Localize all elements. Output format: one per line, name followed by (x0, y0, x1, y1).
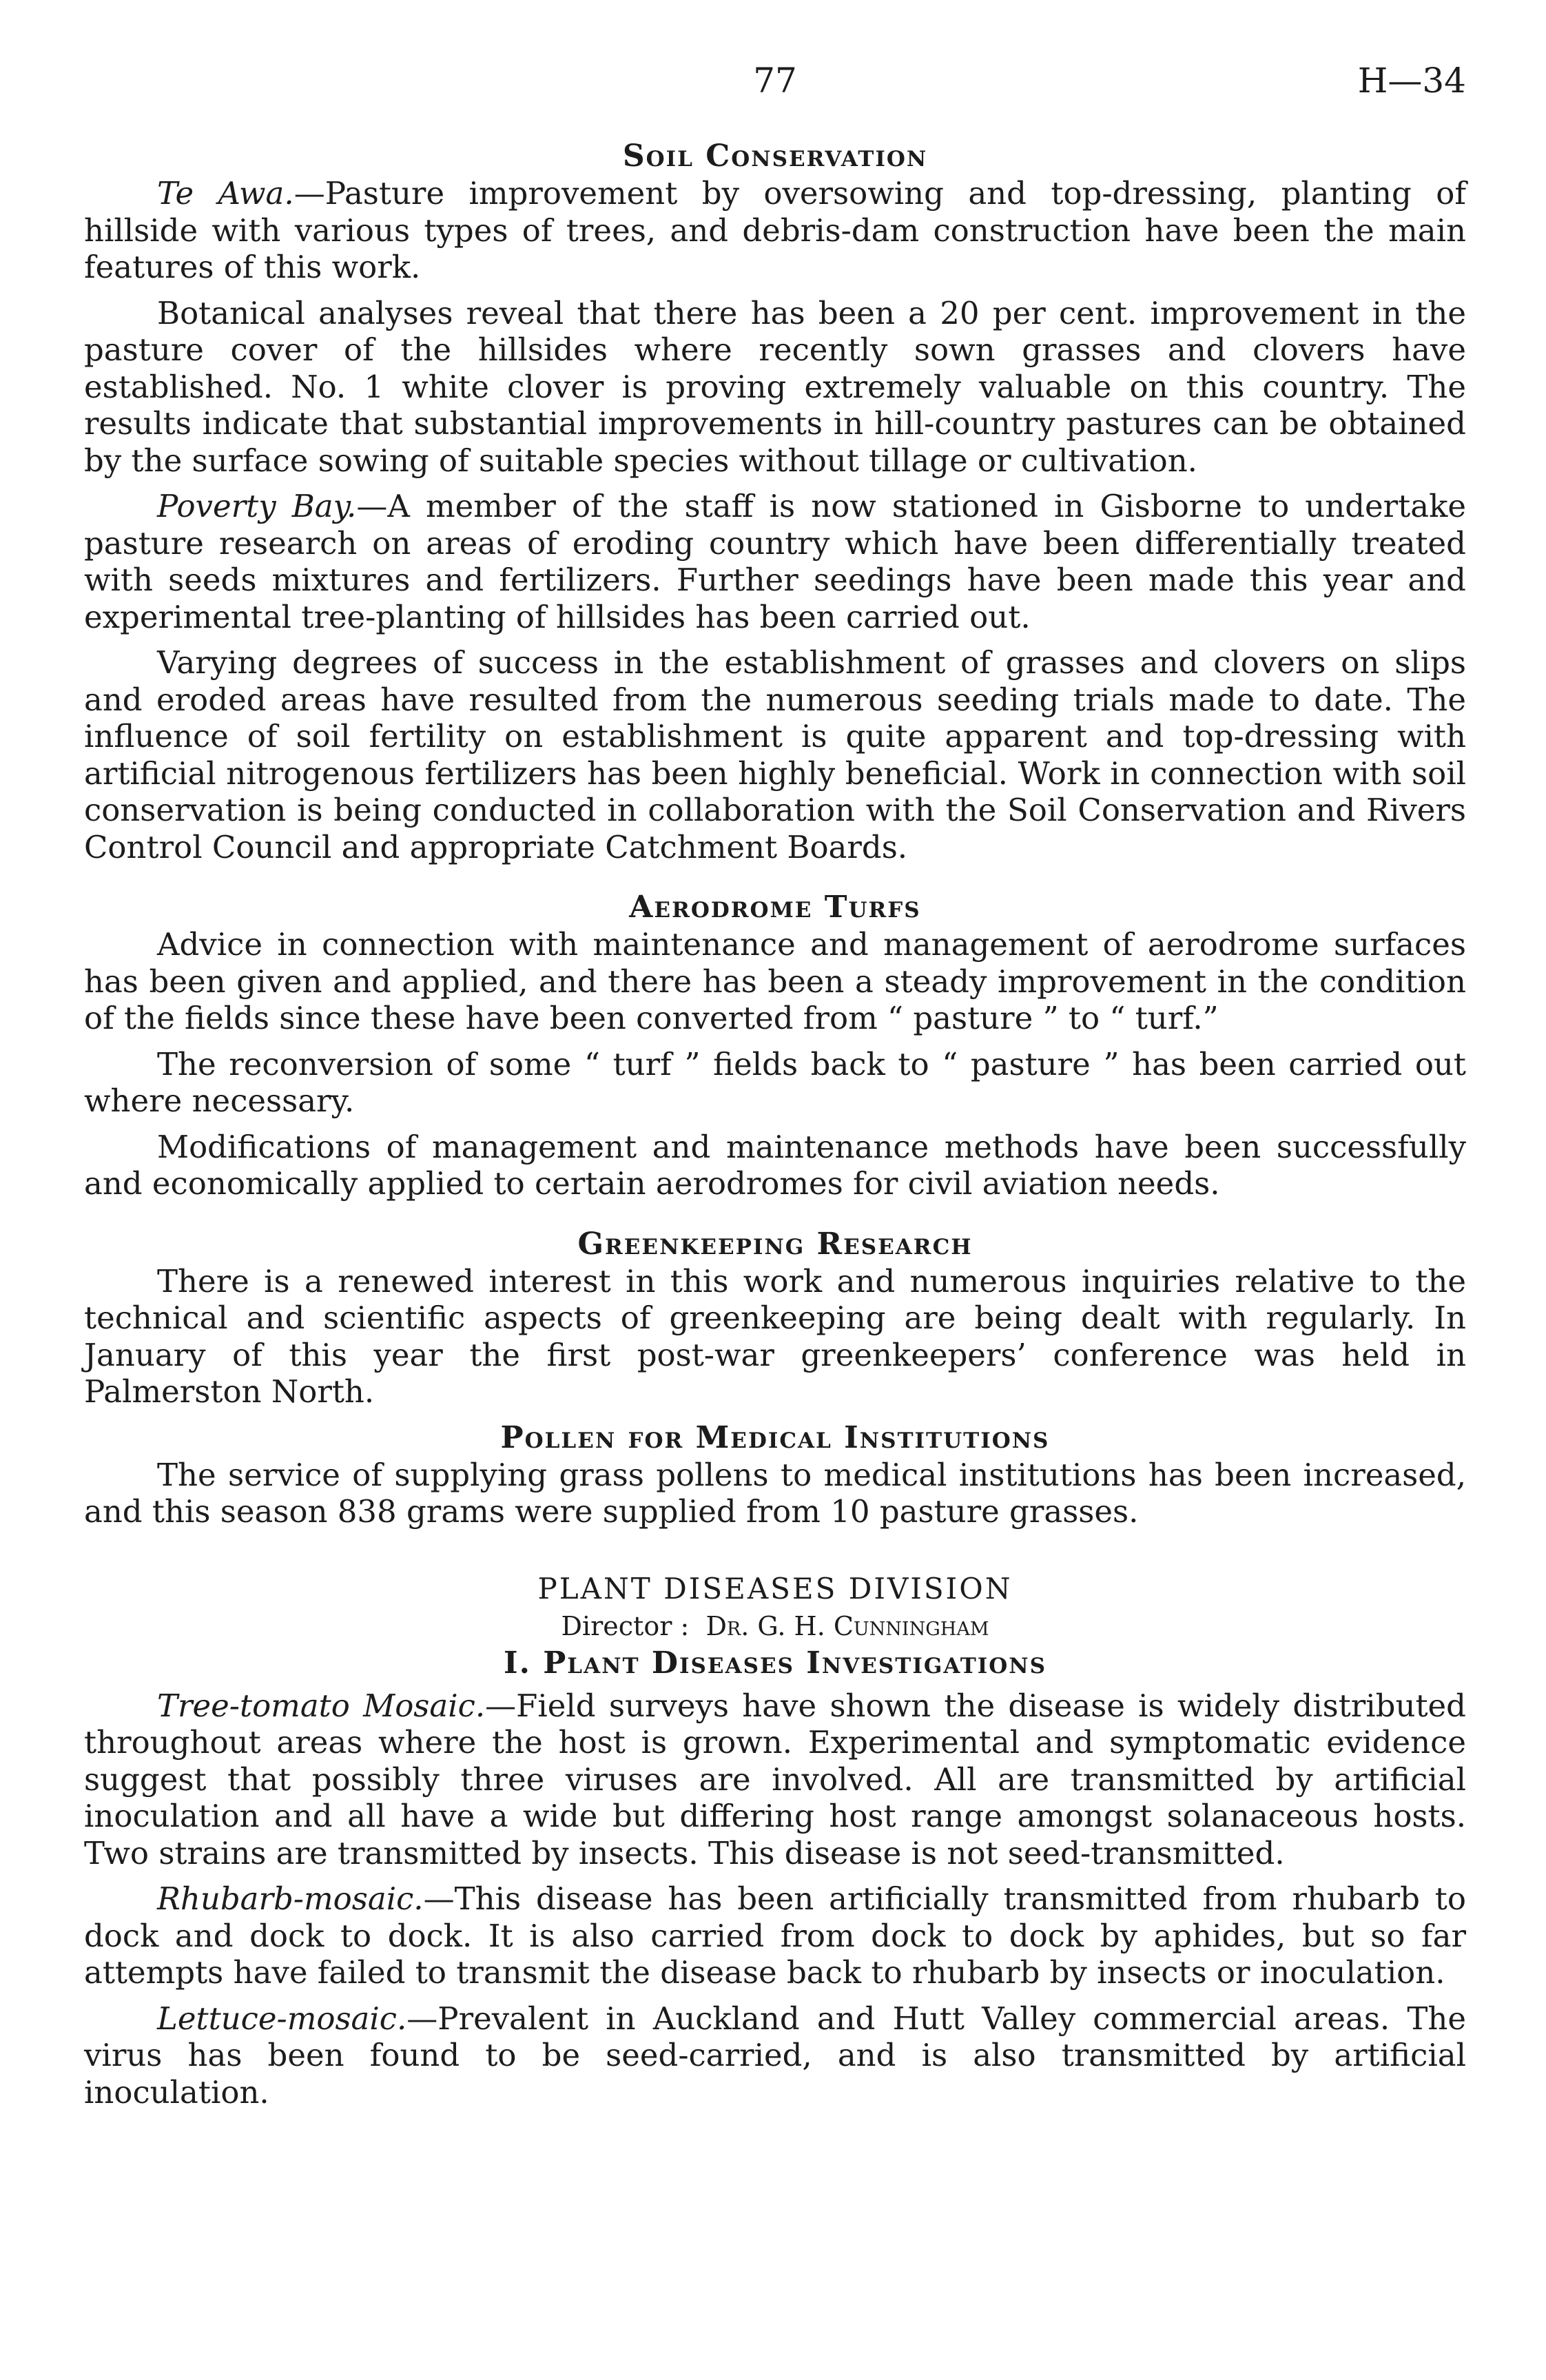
page-header (84, 61, 1466, 109)
seeding-trials-paragraph: Varying degrees of success in the establishment of grasses and clovers on slips and eroded areas have resulted from the numerous seeding trials made to date. The influence of soil fertility on establishment is quite apparent and top-dressing with artificial nitrogenous fertilizers has been highly beneficial. Work in connection with soil conservation is being conducted in collaboration with the Soil Conservation and Rivers Control Council and appropriate Catchment Boards. (84, 644, 1466, 865)
page-number: 77 (753, 61, 797, 101)
aerodrome-paragraph-1: Advice in connection with maintenance and management of aerodrome surfaces has been given and applied, and there has been a steady improvement in the condition of the fields since these have been converted from “ pasture ” to “ turf.” (84, 926, 1466, 1036)
rhubarb-lead: Rhubarb-mosaic. (157, 1880, 424, 1917)
te-awa-paragraph (84, 175, 1466, 286)
poverty-bay-body: —A member of the staff is now stationed in Gisborne to undertake pasture research on areas of eroding country which have been differentially treated with seeds mixtures and fertilizers. Further seedings have been made this year and experimental tree-planting of hillsides has been carried out. (84, 488, 1466, 635)
pollen-paragraph: The service of supplying grass pollens to medical institutions has been increased, and this season 838 grams were supplied from 10 pasture grasses. (84, 1456, 1466, 1530)
lettuce-body: —Prevalent in Auckland and Hutt Valley commercial areas. The virus has been found to be seed-carried, and is also transmitted by artificial inoculation. (84, 2000, 1466, 2111)
aerodrome-paragraph-3: Modifications of management and maintenance methods have been successfully and economically applied to certain aerodromes for civil aviation needs. (84, 1128, 1466, 1202)
report-reference: H—34 (1357, 61, 1466, 101)
tree-tomato-paragraph (84, 1687, 1466, 1872)
director-line (84, 1608, 1466, 1645)
aerodrome-paragraph-2: The reconversion of some “ turf ” fields back to “ pasture ” has been carried out where necessary. (84, 1045, 1466, 1119)
lettuce-lead: Lettuce-mosaic. (157, 2000, 407, 2037)
director-label: Director : (561, 1610, 690, 1641)
poverty-bay-lead: Poverty Bay. (157, 488, 357, 524)
greenkeeping-heading: Greenkeeping Research (577, 1226, 973, 1262)
page-content (84, 138, 1466, 2120)
te-awa-lead: Te Awa. (157, 175, 294, 212)
rhubarb-body: —This disease has been artificially transmitted from rhubarb to dock and dock to dock. It is also carried from dock to dock by aphides, but so far attempts have failed to transmit the disease back to rhubarb by insects or inoculation. (84, 1880, 1466, 1991)
poverty-bay-paragraph (84, 488, 1466, 635)
lettuce-paragraph (84, 2000, 1466, 2111)
plant-diseases-division-title: PLANT DISEASES DIVISION (537, 1571, 1013, 1606)
plant-diseases-investigations-heading: I. Plant Diseases Investigations (503, 1645, 1047, 1681)
greenkeeping-paragraph: There is a renewed interest in this work and numerous inquiries relative to the technical and scientific aspects of greenkeeping are being dealt with regularly. In January of this year the first post-war greenkeepers’ conference was held in Palmerston North. (84, 1262, 1466, 1410)
aerodrome-turfs-heading: Aerodrome Turfs (629, 890, 921, 925)
director-name: Dr. G. H. Cunningham (705, 1610, 989, 1641)
pollen-heading: Pollen for Medical Institutions (500, 1419, 1050, 1455)
document-page (84, 0, 1466, 2380)
rhubarb-paragraph (84, 1880, 1466, 1991)
te-awa-body: —Pasture improvement by oversowing and top-dressing, planting of hillside with various types of trees, and debris-dam construction have been the main features of this work. (84, 175, 1466, 285)
tree-tomato-body: —Field surveys have shown the disease is widely distributed throughout areas where the host is grown. Experimental and symptomatic evidence suggest that possibly three viruses are involved. All are transmitted by artificial inoculation and all have a wide but differing host range amongst solanaceous hosts. Two strains are transmitted by insects. This disease is not seed-transmitted. (84, 1687, 1466, 1871)
soil-conservation-heading: Soil Conservation (622, 139, 928, 174)
tree-tomato-lead: Tree-tomato Mosaic. (157, 1687, 486, 1724)
botanical-paragraph: Botanical analyses reveal that there has been a 20 per cent. improvement in the pasture cover of the hillsides where recently sown grasses and clovers have established. No. 1 white clover is proving extremely valuable on this country. The results indicate that substantial improvements in hill-country pastures can be obtained by the surface sowing of suitable species without tillage or cultivation. (84, 294, 1466, 479)
